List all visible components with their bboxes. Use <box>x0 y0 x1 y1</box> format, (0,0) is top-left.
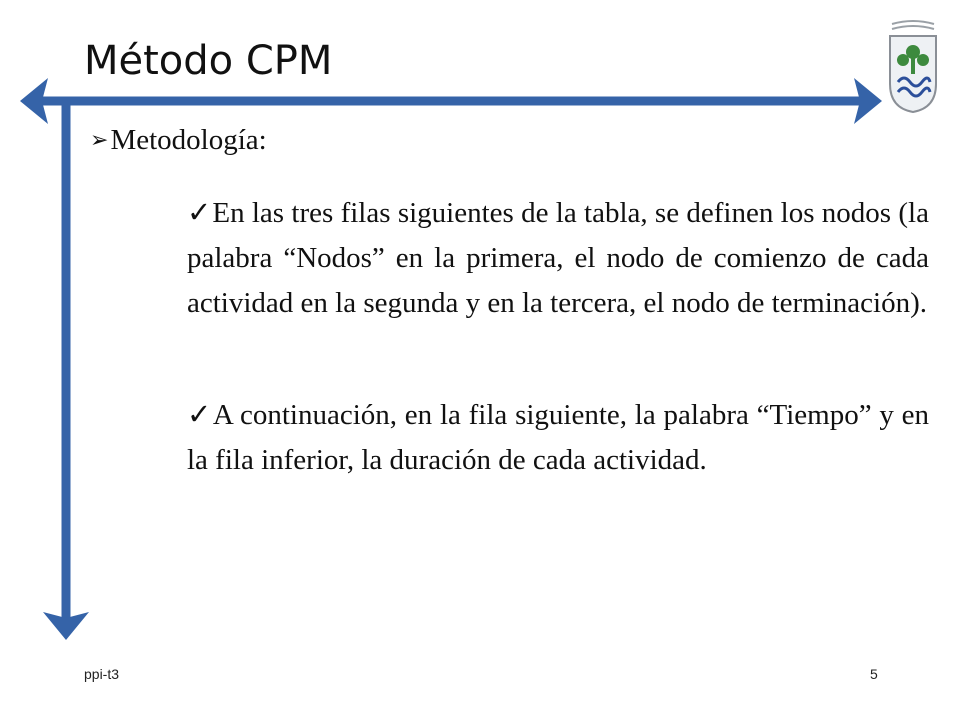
paragraph-2-text: A continuación, en la fila siguiente, la palabra “Tiempo” y en la fila inferior, la duración de cada actividad. <box>187 399 929 476</box>
slide-title: Método CPM <box>84 38 333 84</box>
check-bullet-2 <box>187 393 929 483</box>
coat-of-arms-logo <box>884 18 942 114</box>
check-icon: ✓ <box>187 399 212 431</box>
vertical-arrow <box>43 101 89 640</box>
paragraph-1-text: En las tres filas siguientes de la tabla, se definen los nodos (la palabra “Nodos” en la primera, el nodo de comienzo de cada actividad en la segunda y en la tercera, el nodo de terminación). <box>187 197 929 319</box>
heading-text: Metodología: <box>110 124 267 156</box>
check-icon: ✓ <box>187 197 212 229</box>
footer-label: ppi-t3 <box>84 666 120 682</box>
horizontal-arrow <box>20 78 882 124</box>
heading-bullet <box>90 124 267 157</box>
arrow-bullet-icon: ➢ <box>90 127 109 152</box>
page-number: 5 <box>870 666 878 682</box>
check-bullet-1 <box>187 191 929 326</box>
